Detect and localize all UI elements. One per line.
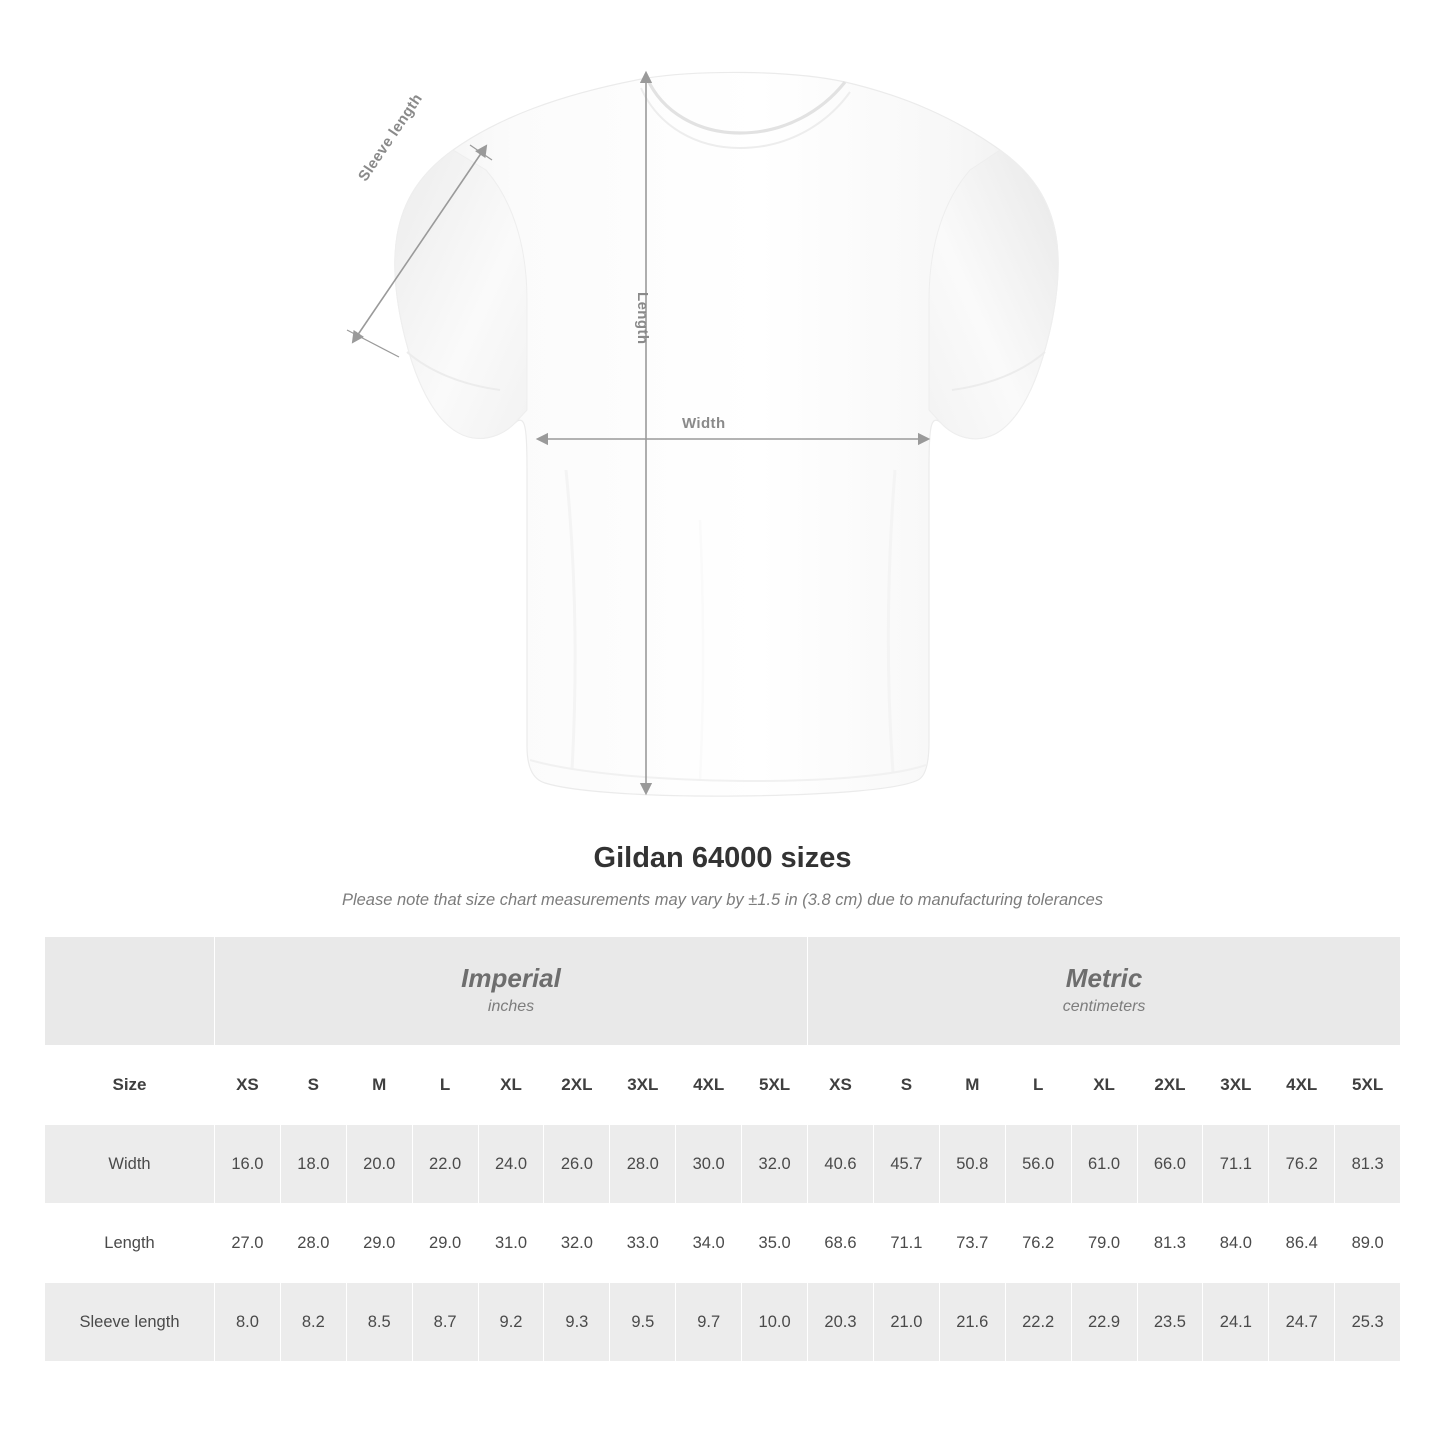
cell-sleeve-length-xs-in: 8.0: [215, 1283, 281, 1362]
length-label: Length: [634, 292, 651, 345]
column-header-size-xl-metric: XL: [1071, 1046, 1137, 1125]
size-chart-table: [44, 936, 1401, 1362]
unit-group-metric-sub: centimeters: [1062, 998, 1146, 1016]
cell-length-3xl-in: 33.0: [610, 1204, 676, 1283]
unit-group-imperial-name: Imperial: [461, 962, 561, 993]
cell-length-5xl-in: 35.0: [742, 1204, 808, 1283]
unit-header-row: [45, 937, 1401, 1046]
table-row: [45, 1125, 1401, 1204]
cell-sleeve-length-s-cm: 21.0: [873, 1283, 939, 1362]
cell-length-s-in: 28.0: [280, 1204, 346, 1283]
table-row: [45, 1204, 1401, 1283]
cell-sleeve-length-3xl-cm: 24.1: [1203, 1283, 1269, 1362]
unit-group-metric: [808, 937, 1401, 1046]
cell-sleeve-length-s-in: 8.2: [280, 1283, 346, 1362]
cell-width-4xl-cm: 76.2: [1269, 1125, 1335, 1204]
table-row: [45, 1283, 1401, 1362]
cell-width-5xl-cm: 81.3: [1335, 1125, 1401, 1204]
cell-width-m-in: 20.0: [346, 1125, 412, 1204]
cell-length-xs-cm: 68.6: [808, 1204, 874, 1283]
column-header-size-s-imperial: S: [280, 1046, 346, 1125]
cell-length-5xl-cm: 89.0: [1335, 1204, 1401, 1283]
cell-length-xl-in: 31.0: [478, 1204, 544, 1283]
column-header-size-l-imperial: L: [412, 1046, 478, 1125]
cell-sleeve-length-5xl-in: 10.0: [742, 1283, 808, 1362]
cell-sleeve-length-2xl-cm: 23.5: [1137, 1283, 1203, 1362]
cell-width-4xl-in: 30.0: [676, 1125, 742, 1204]
cell-sleeve-length-l-in: 8.7: [412, 1283, 478, 1362]
table-corner-cell: [45, 937, 215, 1046]
table-row: [45, 1046, 1401, 1125]
width-label: Width: [682, 415, 726, 432]
cell-sleeve-length-5xl-cm: 25.3: [1335, 1283, 1401, 1362]
cell-length-s-cm: 71.1: [873, 1204, 939, 1283]
cell-sleeve-length-4xl-in: 9.7: [676, 1283, 742, 1362]
column-header-size-2xl-metric: 2XL: [1137, 1046, 1203, 1125]
cell-sleeve-length-3xl-in: 9.5: [610, 1283, 676, 1362]
column-header-size-m-imperial: M: [346, 1046, 412, 1125]
column-header-size-s-metric: S: [873, 1046, 939, 1125]
shirt-silhouette: [395, 72, 1058, 796]
column-header-size-m-metric: M: [939, 1046, 1005, 1125]
column-header-size: Size: [45, 1046, 215, 1125]
cell-length-4xl-cm: 86.4: [1269, 1204, 1335, 1283]
size-chart-table-wrap: [44, 936, 1401, 1362]
cell-length-xs-in: 27.0: [215, 1204, 281, 1283]
cell-width-xl-in: 24.0: [478, 1125, 544, 1204]
column-header-size-xs-imperial: XS: [215, 1046, 281, 1125]
cell-width-s-cm: 45.7: [873, 1125, 939, 1204]
cell-length-3xl-cm: 84.0: [1203, 1204, 1269, 1283]
cell-width-xl-cm: 61.0: [1071, 1125, 1137, 1204]
row-header-length: Length: [45, 1204, 215, 1283]
cell-width-xs-in: 16.0: [215, 1125, 281, 1204]
column-header-size-4xl-imperial: 4XL: [676, 1046, 742, 1125]
column-header-size-3xl-metric: 3XL: [1203, 1046, 1269, 1125]
cell-sleeve-length-xl-cm: 22.9: [1071, 1283, 1137, 1362]
column-header-size-3xl-imperial: 3XL: [610, 1046, 676, 1125]
column-header-size-5xl-imperial: 5XL: [742, 1046, 808, 1125]
column-header-size-5xl-metric: 5XL: [1335, 1046, 1401, 1125]
unit-group-metric-name: Metric: [1065, 962, 1143, 993]
cell-length-2xl-in: 32.0: [544, 1204, 610, 1283]
column-header-size-l-metric: L: [1005, 1046, 1071, 1125]
column-header-size-2xl-imperial: 2XL: [544, 1046, 610, 1125]
cell-length-l-in: 29.0: [412, 1204, 478, 1283]
cell-length-xl-cm: 79.0: [1071, 1204, 1137, 1283]
cell-sleeve-length-xs-cm: 20.3: [808, 1283, 874, 1362]
cell-width-s-in: 18.0: [280, 1125, 346, 1204]
cell-width-l-in: 22.0: [412, 1125, 478, 1204]
cell-width-3xl-in: 28.0: [610, 1125, 676, 1204]
cell-width-5xl-in: 32.0: [742, 1125, 808, 1204]
page-title: Gildan 64000 sizes: [593, 842, 852, 874]
cell-length-l-cm: 76.2: [1005, 1204, 1071, 1283]
cell-width-l-cm: 56.0: [1005, 1125, 1071, 1204]
tolerance-note: Please note that size chart measurements may vary by ±1.5 in (3.8 cm) due to manufacturing tolerances: [341, 891, 1104, 909]
row-header-width: Width: [45, 1125, 215, 1204]
unit-group-imperial-sub: inches: [487, 998, 535, 1016]
cell-sleeve-length-2xl-in: 9.3: [544, 1283, 610, 1362]
cell-width-xs-cm: 40.6: [808, 1125, 874, 1204]
cell-sleeve-length-m-cm: 21.6: [939, 1283, 1005, 1362]
cell-width-2xl-cm: 66.0: [1137, 1125, 1203, 1204]
cell-width-3xl-cm: 71.1: [1203, 1125, 1269, 1204]
cell-sleeve-length-l-cm: 22.2: [1005, 1283, 1071, 1362]
sleeve-length-label: Sleeve length: [355, 90, 427, 185]
column-header-size-4xl-metric: 4XL: [1269, 1046, 1335, 1125]
cell-length-m-cm: 73.7: [939, 1204, 1005, 1283]
cell-length-2xl-cm: 81.3: [1137, 1204, 1203, 1283]
cell-sleeve-length-4xl-cm: 24.7: [1269, 1283, 1335, 1362]
column-header-size-xs-metric: XS: [808, 1046, 874, 1125]
chart-heading: [0, 842, 1445, 910]
cell-length-4xl-in: 34.0: [676, 1204, 742, 1283]
row-header-sleeve-length: Sleeve length: [45, 1283, 215, 1362]
cell-width-2xl-in: 26.0: [544, 1125, 610, 1204]
cell-width-m-cm: 50.8: [939, 1125, 1005, 1204]
column-header-size-xl-imperial: XL: [478, 1046, 544, 1125]
cell-sleeve-length-xl-in: 9.2: [478, 1283, 544, 1362]
cell-sleeve-length-m-in: 8.5: [346, 1283, 412, 1362]
cell-length-m-in: 29.0: [346, 1204, 412, 1283]
unit-group-imperial: [215, 937, 808, 1046]
